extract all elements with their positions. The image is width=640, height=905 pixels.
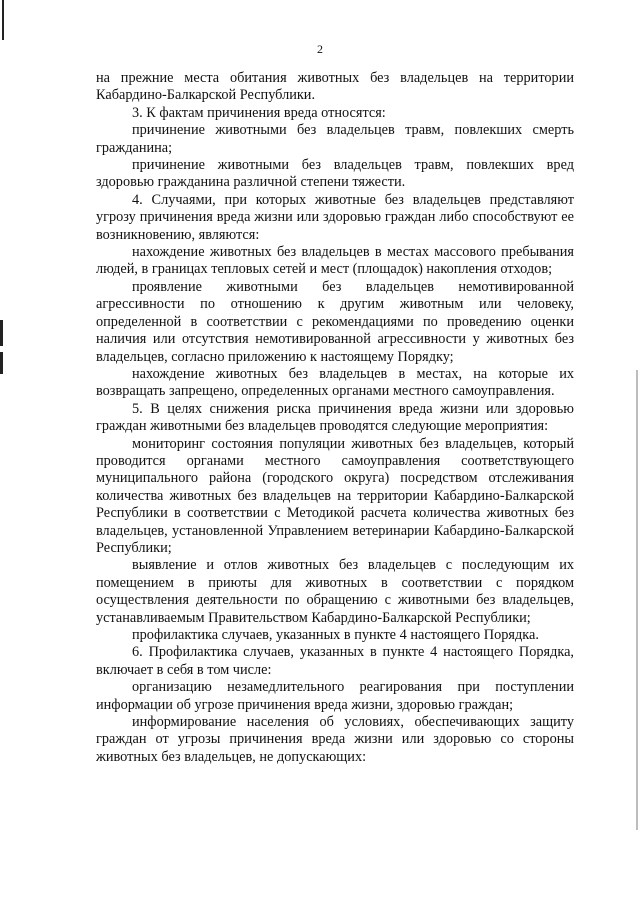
- document-body: [96, 70, 574, 766]
- scan-edge-mark-top: [2, 0, 4, 40]
- scan-edge-mark-left-1: [0, 320, 3, 346]
- paragraph: мониторинг состояния популяции животных без владельцев, который проводится органами местного самоуправления соответствующего муниципального района (городского округа) посредством отслеживания количества животных без владельцев на территории Кабардино-Балкарской Республики в соответствии с Методикой расчета количества животных без владельцев, установленной Управлением ветеринарии Кабардино-Балкарской Республики;: [96, 435, 574, 556]
- paragraph: на прежние места обитания животных без владельцев на территории Кабардино-Балкарской Республики.: [96, 70, 574, 104]
- scan-edge-mark-left-2: [0, 352, 3, 374]
- paragraph: 6. Профилактика случаев, указанных в пункте 4 настоящего Порядка, включает в себя в том числе:: [96, 644, 574, 678]
- page-number: 2: [317, 42, 323, 56]
- paragraph: 5. В целях снижения риска причинения вреда жизни или здоровью граждан животными без владельцев проводятся следующие мероприятия:: [96, 400, 574, 435]
- paragraph: проявление животными без владельцев немотивированной агрессивности по отношению к другим животным или человеку, определенной в соответствии с рекомендациями по проведению оценки наличия или отсутствия немотивированной агрессивности у животных без владельцев, согласно приложению к настоящему Порядку;: [96, 278, 574, 365]
- scan-edge-mark-right: [636, 370, 638, 830]
- paragraph: причинение животными без владельцев травм, повлекших смерть гражданина;: [96, 122, 574, 156]
- paragraph: выявление и отлов животных без владельцев с последующим их помещением в приюты для животных в соответствии с порядком осуществления деятельности по обращению с животными без владельцев, устанавливаемым Правительством Кабардино-Балкарской Республики;: [96, 557, 574, 626]
- paragraph: нахождение животных без владельцев в местах массового пребывания людей, в границах тепловых сетей и мест (площадок) накопления отходов;: [96, 244, 574, 278]
- paragraph: причинение животными без владельцев травм, повлекших вред здоровью гражданина различной степени тяжести.: [96, 157, 574, 191]
- paragraph: информирование населения об условиях, обеспечивающих защиту граждан от угрозы причинения вреда жизни или здоровью со стороны животных без владельцев, не допускающих:: [96, 714, 574, 765]
- paragraph: нахождение животных без владельцев в местах, на которые их возвращать запрещено, определенных органами местного самоуправления.: [96, 365, 574, 400]
- paragraph: 4. Случаями, при которых животные без владельцев представляют угрозу причинения вреда жизни или здоровью граждан либо способствуют ее возникновению, являются:: [96, 191, 574, 243]
- paragraph: организацию незамедлительного реагирования при поступлении информации об угрозе причинения вреда жизни, здоровью граждан;: [96, 679, 574, 713]
- paragraph: 3. К фактам причинения вреда относятся:: [132, 104, 386, 121]
- paragraph: профилактика случаев, указанных в пункте 4 настоящего Порядка.: [132, 627, 539, 643]
